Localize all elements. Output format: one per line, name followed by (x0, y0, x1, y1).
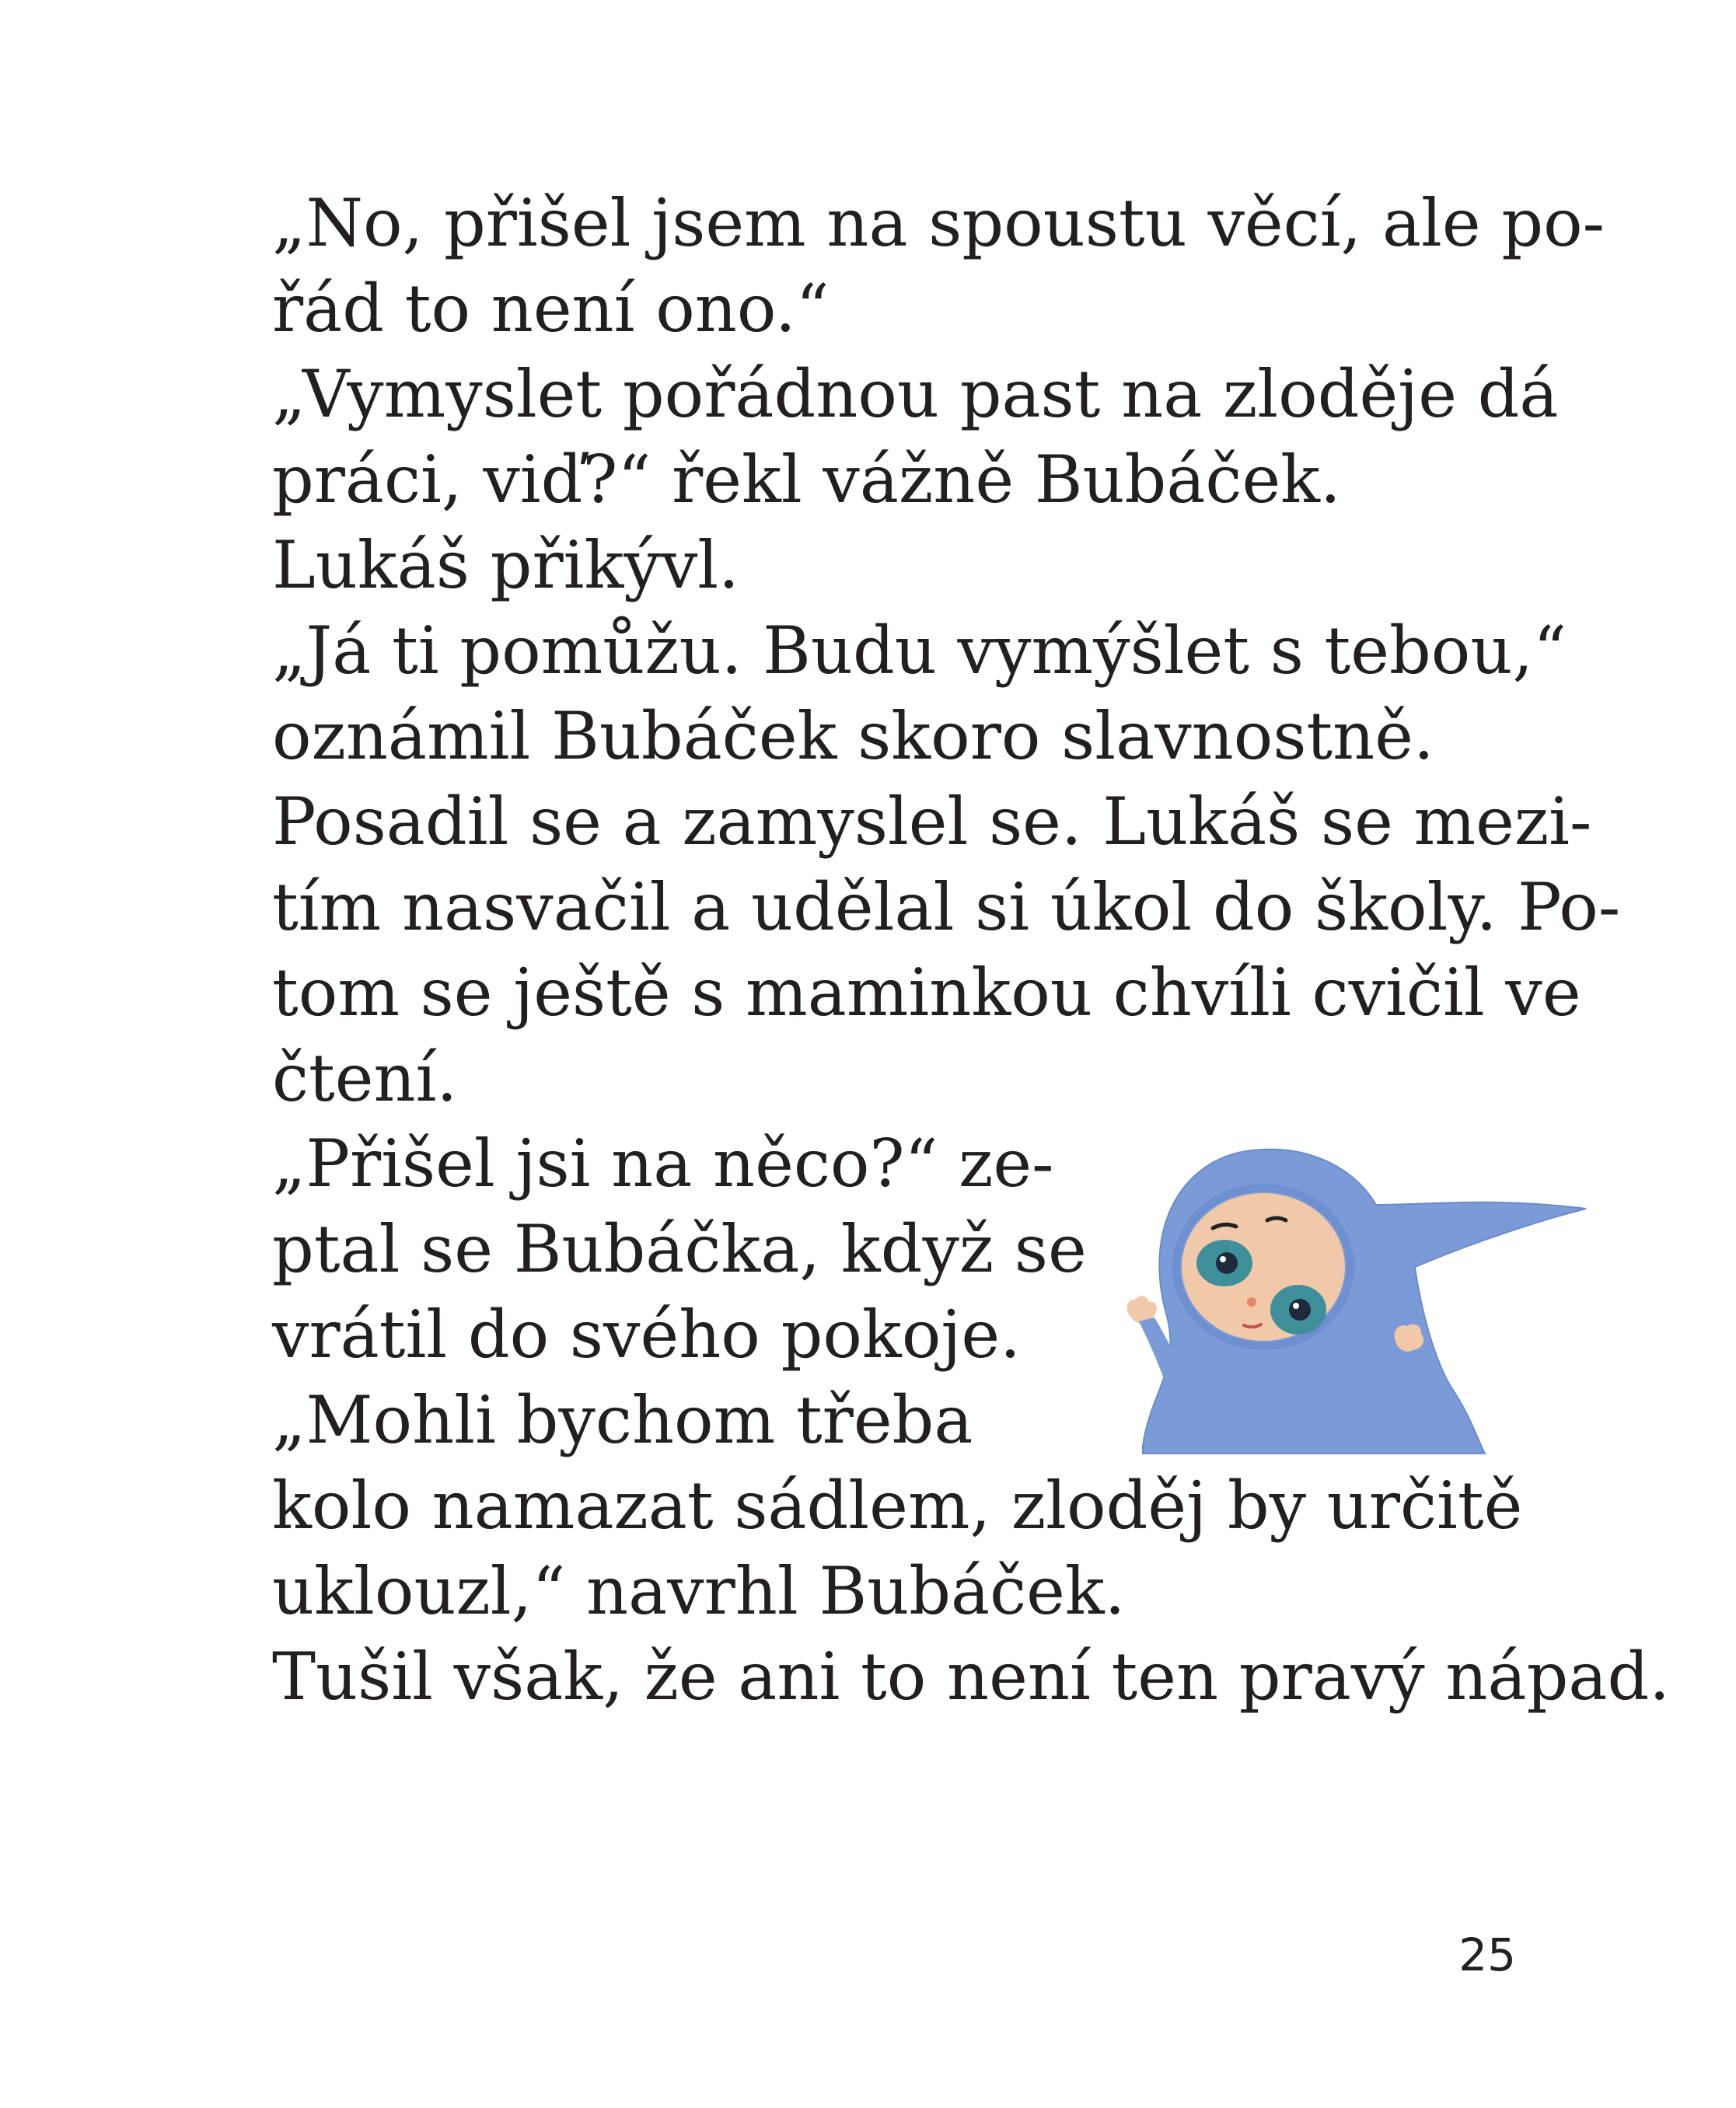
text-line: kolo namazat sádlem, zloděj by určitě (272, 1468, 1523, 1544)
text-line: „Vymyslet pořádnou past na zloděje dá (272, 356, 1559, 432)
text-line: Tušil však, že ani to není ten pravý nápad. (272, 1639, 1670, 1715)
text-line: vrátil do svého pokoje. (272, 1297, 1021, 1373)
text-line: „Já ti pomůžu. Budu vymýšlet s tebou,“ (272, 613, 1567, 689)
left-pupil (1216, 1252, 1238, 1274)
left-eye-highlight (1220, 1256, 1226, 1262)
text-line: uklouzl,“ navrhl Bubáček. (272, 1553, 1126, 1629)
text-line: oznámil Bubáček skoro slavnostně. (272, 698, 1434, 774)
text-line: „Přišel jsi na něco?“ ze- (272, 1126, 1054, 1202)
text-line: čtení. (272, 1040, 458, 1116)
page-number: 25 (1458, 1928, 1516, 1981)
text-line: tím nasvačil a udělal si úkol do školy. Po- (272, 869, 1621, 945)
right-pupil (1289, 1299, 1311, 1321)
text-line: „Mohli bychom třeba (272, 1382, 973, 1458)
text-line: Lukáš přikývl. (272, 527, 739, 603)
text-line: Posadil se a zamyslel se. Lukáš se mezi- (272, 784, 1592, 860)
right-eye-highlight (1293, 1303, 1299, 1309)
text-line: „No, přišel jsem na spoustu věcí, ale po- (272, 185, 1605, 261)
right-hand (1395, 1324, 1424, 1352)
text-line: tom se ještě s maminkou chvíli cvičil ve (272, 955, 1581, 1031)
bubacek-illustration (1119, 1135, 1602, 1500)
nose (1247, 1297, 1256, 1307)
text-line: ptal se Bubáčka, když se (272, 1211, 1087, 1287)
text-line: práci, viď?“ řekl vážně Bubáček. (272, 441, 1341, 518)
text-line: řád to není ono.“ (272, 270, 830, 347)
